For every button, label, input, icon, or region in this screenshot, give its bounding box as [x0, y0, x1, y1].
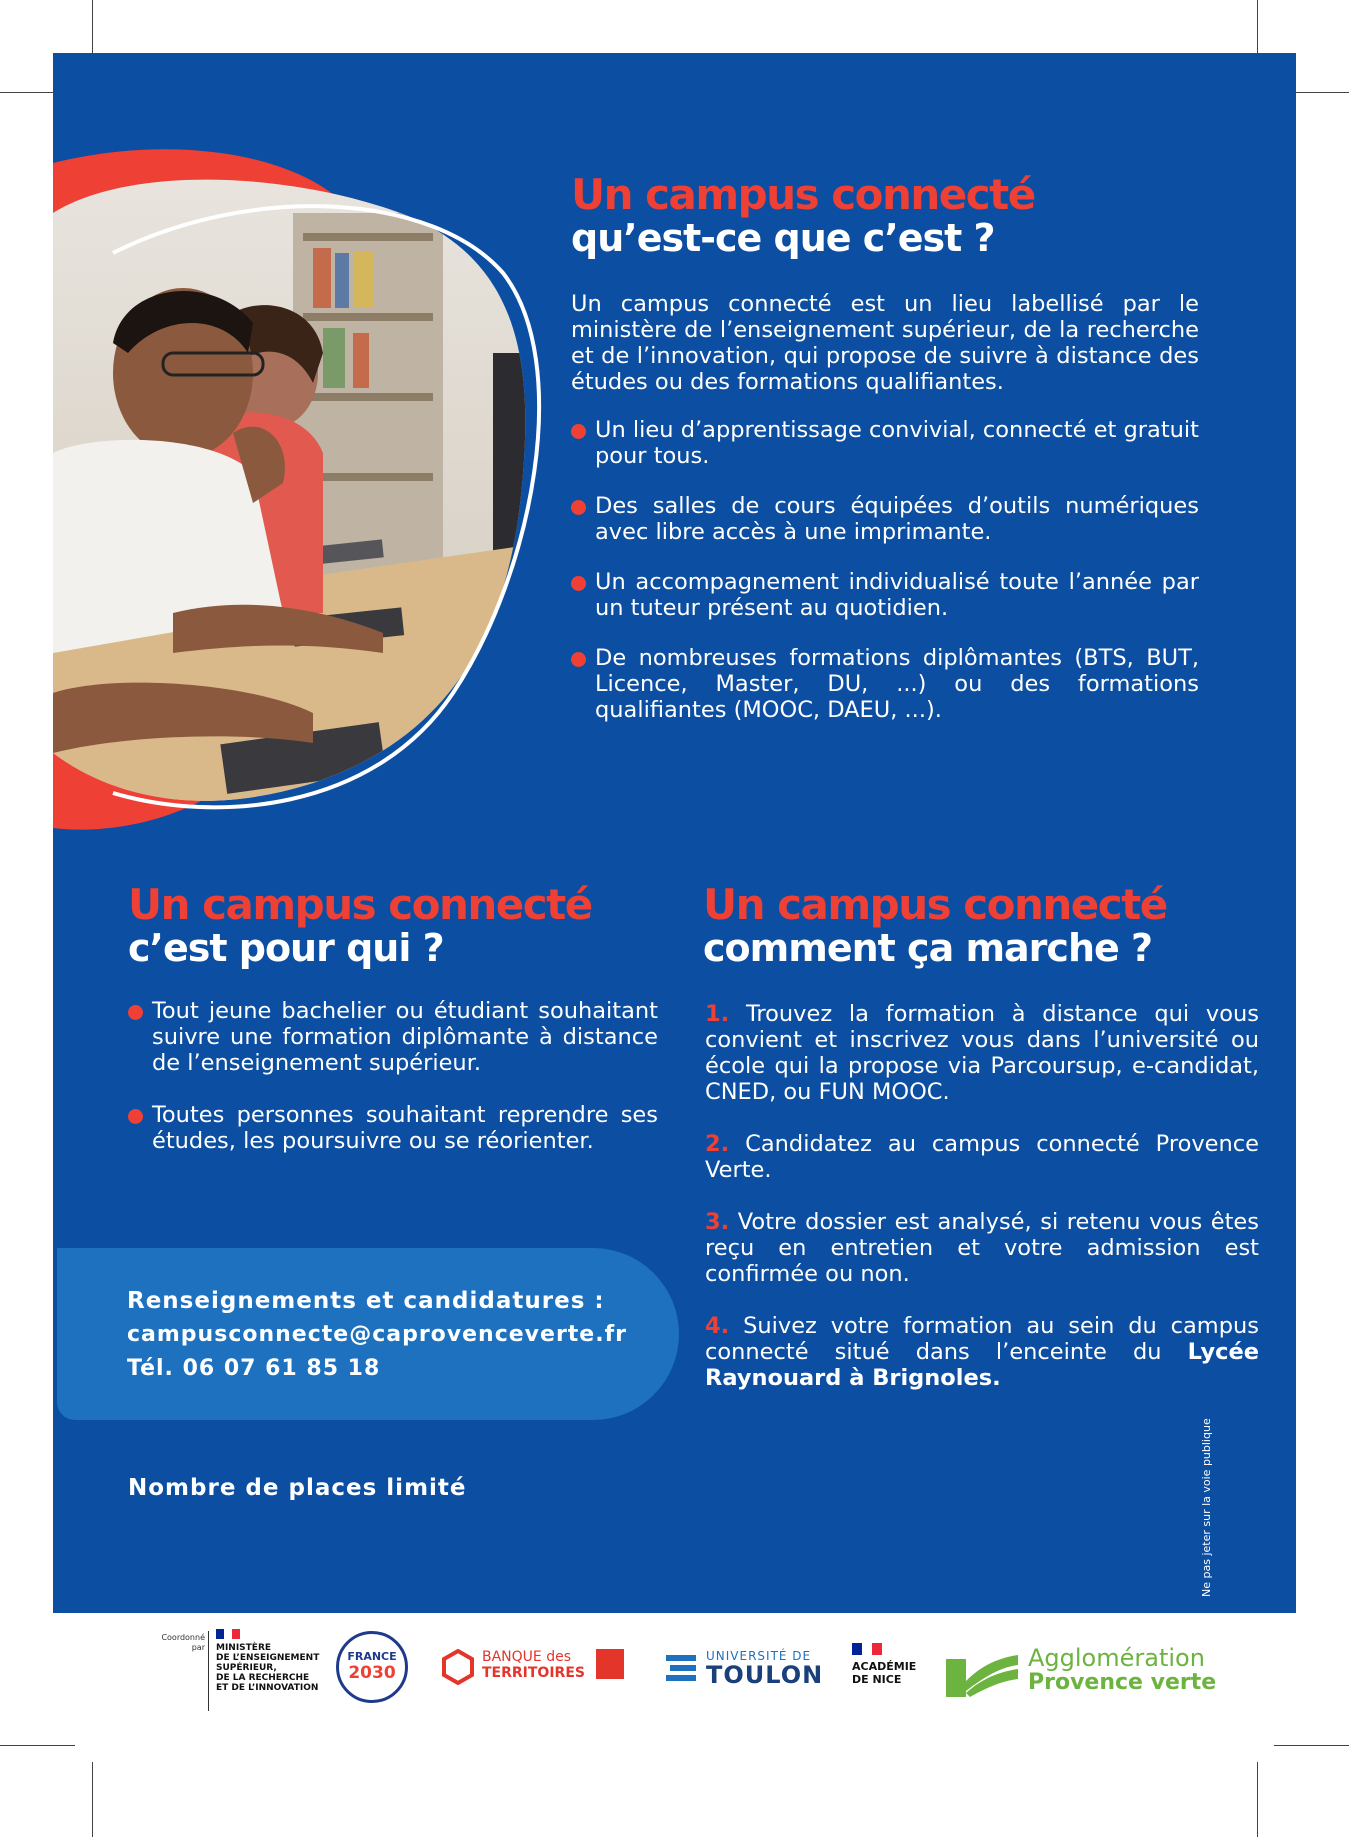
- bullet-dot-icon: [571, 500, 586, 515]
- intro-title-line1: Un campus connecté: [571, 170, 1035, 219]
- contact-email[interactable]: campusconnecte@caprovenceverte.fr: [127, 1322, 628, 1347]
- intro-bullet: De nombreuses formations diplômantes (BTS, BUT, Licence, Master, DU, ...) ou des formations qualifiantes (MOOC, DAEU, ...).: [571, 645, 1199, 723]
- coordinated-label: Coordonné par: [161, 1633, 205, 1652]
- bullet-dot-icon: [571, 424, 586, 439]
- who-bullet: Toutes personnes souhaitant reprendre ses études, les poursuivre ou se réorienter.: [128, 1102, 658, 1154]
- intro-title-line2: qu’est-ce que c’est ?: [571, 216, 995, 260]
- how-step: 4. Suivez votre formation au sein du campus connecté situé dans l’enceinte du Lycée Raynouard à Brignoles.: [705, 1313, 1259, 1391]
- who-section: [128, 998, 658, 1154]
- bullet-dot-icon: [128, 1005, 143, 1020]
- who-title: [128, 880, 592, 970]
- bullet-dot-icon: [571, 576, 586, 591]
- bullet-dot-icon: [128, 1109, 143, 1124]
- toulon-icon: [666, 1653, 698, 1683]
- intro-title: [571, 170, 1035, 260]
- hero-photo: [53, 53, 613, 853]
- limited-places-note: Nombre de places limité: [128, 1475, 467, 1501]
- step-number: 3.: [705, 1209, 730, 1235]
- who-title-line2: c’est pour qui ?: [128, 926, 444, 970]
- how-title-line2: comment ça marche ?: [703, 926, 1153, 970]
- intro-paragraph: Un campus connecté est un lieu labellisé par le ministère de l’enseignement supérieur, de la recherche et de l’innovation, qui propose de suivre à distance des études ou des formations qualifiantes.: [571, 291, 1199, 395]
- hexagon-icon: [440, 1649, 476, 1685]
- intro-bullet: Un lieu d’apprentissage convivial, connecté et gratuit pour tous.: [571, 417, 1199, 469]
- step-number: 4.: [705, 1313, 730, 1339]
- how-step: 2. Candidatez au campus connecté Provence Verte.: [705, 1131, 1260, 1183]
- crop-mark: [1274, 1745, 1349, 1746]
- who-title-line1: Un campus connecté: [128, 880, 592, 929]
- contact-box: [57, 1248, 679, 1420]
- divider: [208, 1631, 209, 1711]
- how-section: [705, 1001, 1259, 1391]
- contact-heading: Renseignements et candidatures :: [127, 1288, 605, 1314]
- partner-logos: Coordonné par MINISTÈRE DE L’ENSEIGNEMENT SUPÉRIEUR, DE LA RECHERCHE ET DE L’INNOVATION FRANCE 2030 BANQUE des TERRITOIRES UNIVERSITÉ DE TOULON ACADÉMIE DE NICE Agglomération Provence verte: [0, 1613, 1349, 1733]
- crop-mark: [0, 1745, 75, 1746]
- location-bold: Lycée Raynouard à Brignoles.: [705, 1339, 1259, 1391]
- step-number: 1.: [705, 1001, 730, 1027]
- how-title-line1: Un campus connecté: [703, 880, 1167, 929]
- contact-phone[interactable]: Tél. 06 07 61 85 18: [127, 1356, 381, 1381]
- step-number: 2.: [705, 1131, 730, 1157]
- crop-mark: [1257, 1762, 1258, 1837]
- bullet-dot-icon: [571, 652, 586, 667]
- crop-mark: [92, 1762, 93, 1837]
- who-bullet: Tout jeune bachelier ou étudiant souhaitant suivre une formation diplômante à distance de l’enseignement supérieur.: [128, 998, 658, 1076]
- france2030-logo: FRANCE 2030: [336, 1631, 408, 1703]
- french-flag-icon: [216, 1629, 240, 1639]
- ministry-logo: MINISTÈRE DE L’ENSEIGNEMENT SUPÉRIEUR, DE LA RECHERCHE ET DE L’INNOVATION: [216, 1629, 319, 1693]
- intro-bullet: Des salles de cours équipées d’outils numériques avec libre accès à une imprimante.: [571, 493, 1199, 545]
- how-step: 1. Trouvez la formation à distance qui vous convient et inscrivez vous dans l’université ou école qui la propose via Parcoursup, e-candidat, CNED, ou FUN MOOC.: [705, 1001, 1259, 1105]
- flyer-panel: [53, 53, 1296, 1613]
- academie-nice-logo: ACADÉMIE DE NICE: [852, 1643, 916, 1686]
- how-step: 3. Votre dossier est analysé, si retenu vous êtes reçu en entretien et votre admission est confirmée ou non.: [705, 1209, 1259, 1287]
- vertical-note: Ne pas jeter sur la voie publique: [1200, 1418, 1213, 1597]
- intro-bullet: Un accompagnement individualisé toute l’année par un tuteur présent au quotidien.: [571, 569, 1199, 621]
- agglo-leaf-icon: [946, 1651, 1018, 1697]
- cdc-square-icon: [596, 1649, 624, 1679]
- french-flag-icon: [852, 1643, 882, 1655]
- intro-section: [571, 291, 1199, 723]
- how-title: [703, 880, 1167, 970]
